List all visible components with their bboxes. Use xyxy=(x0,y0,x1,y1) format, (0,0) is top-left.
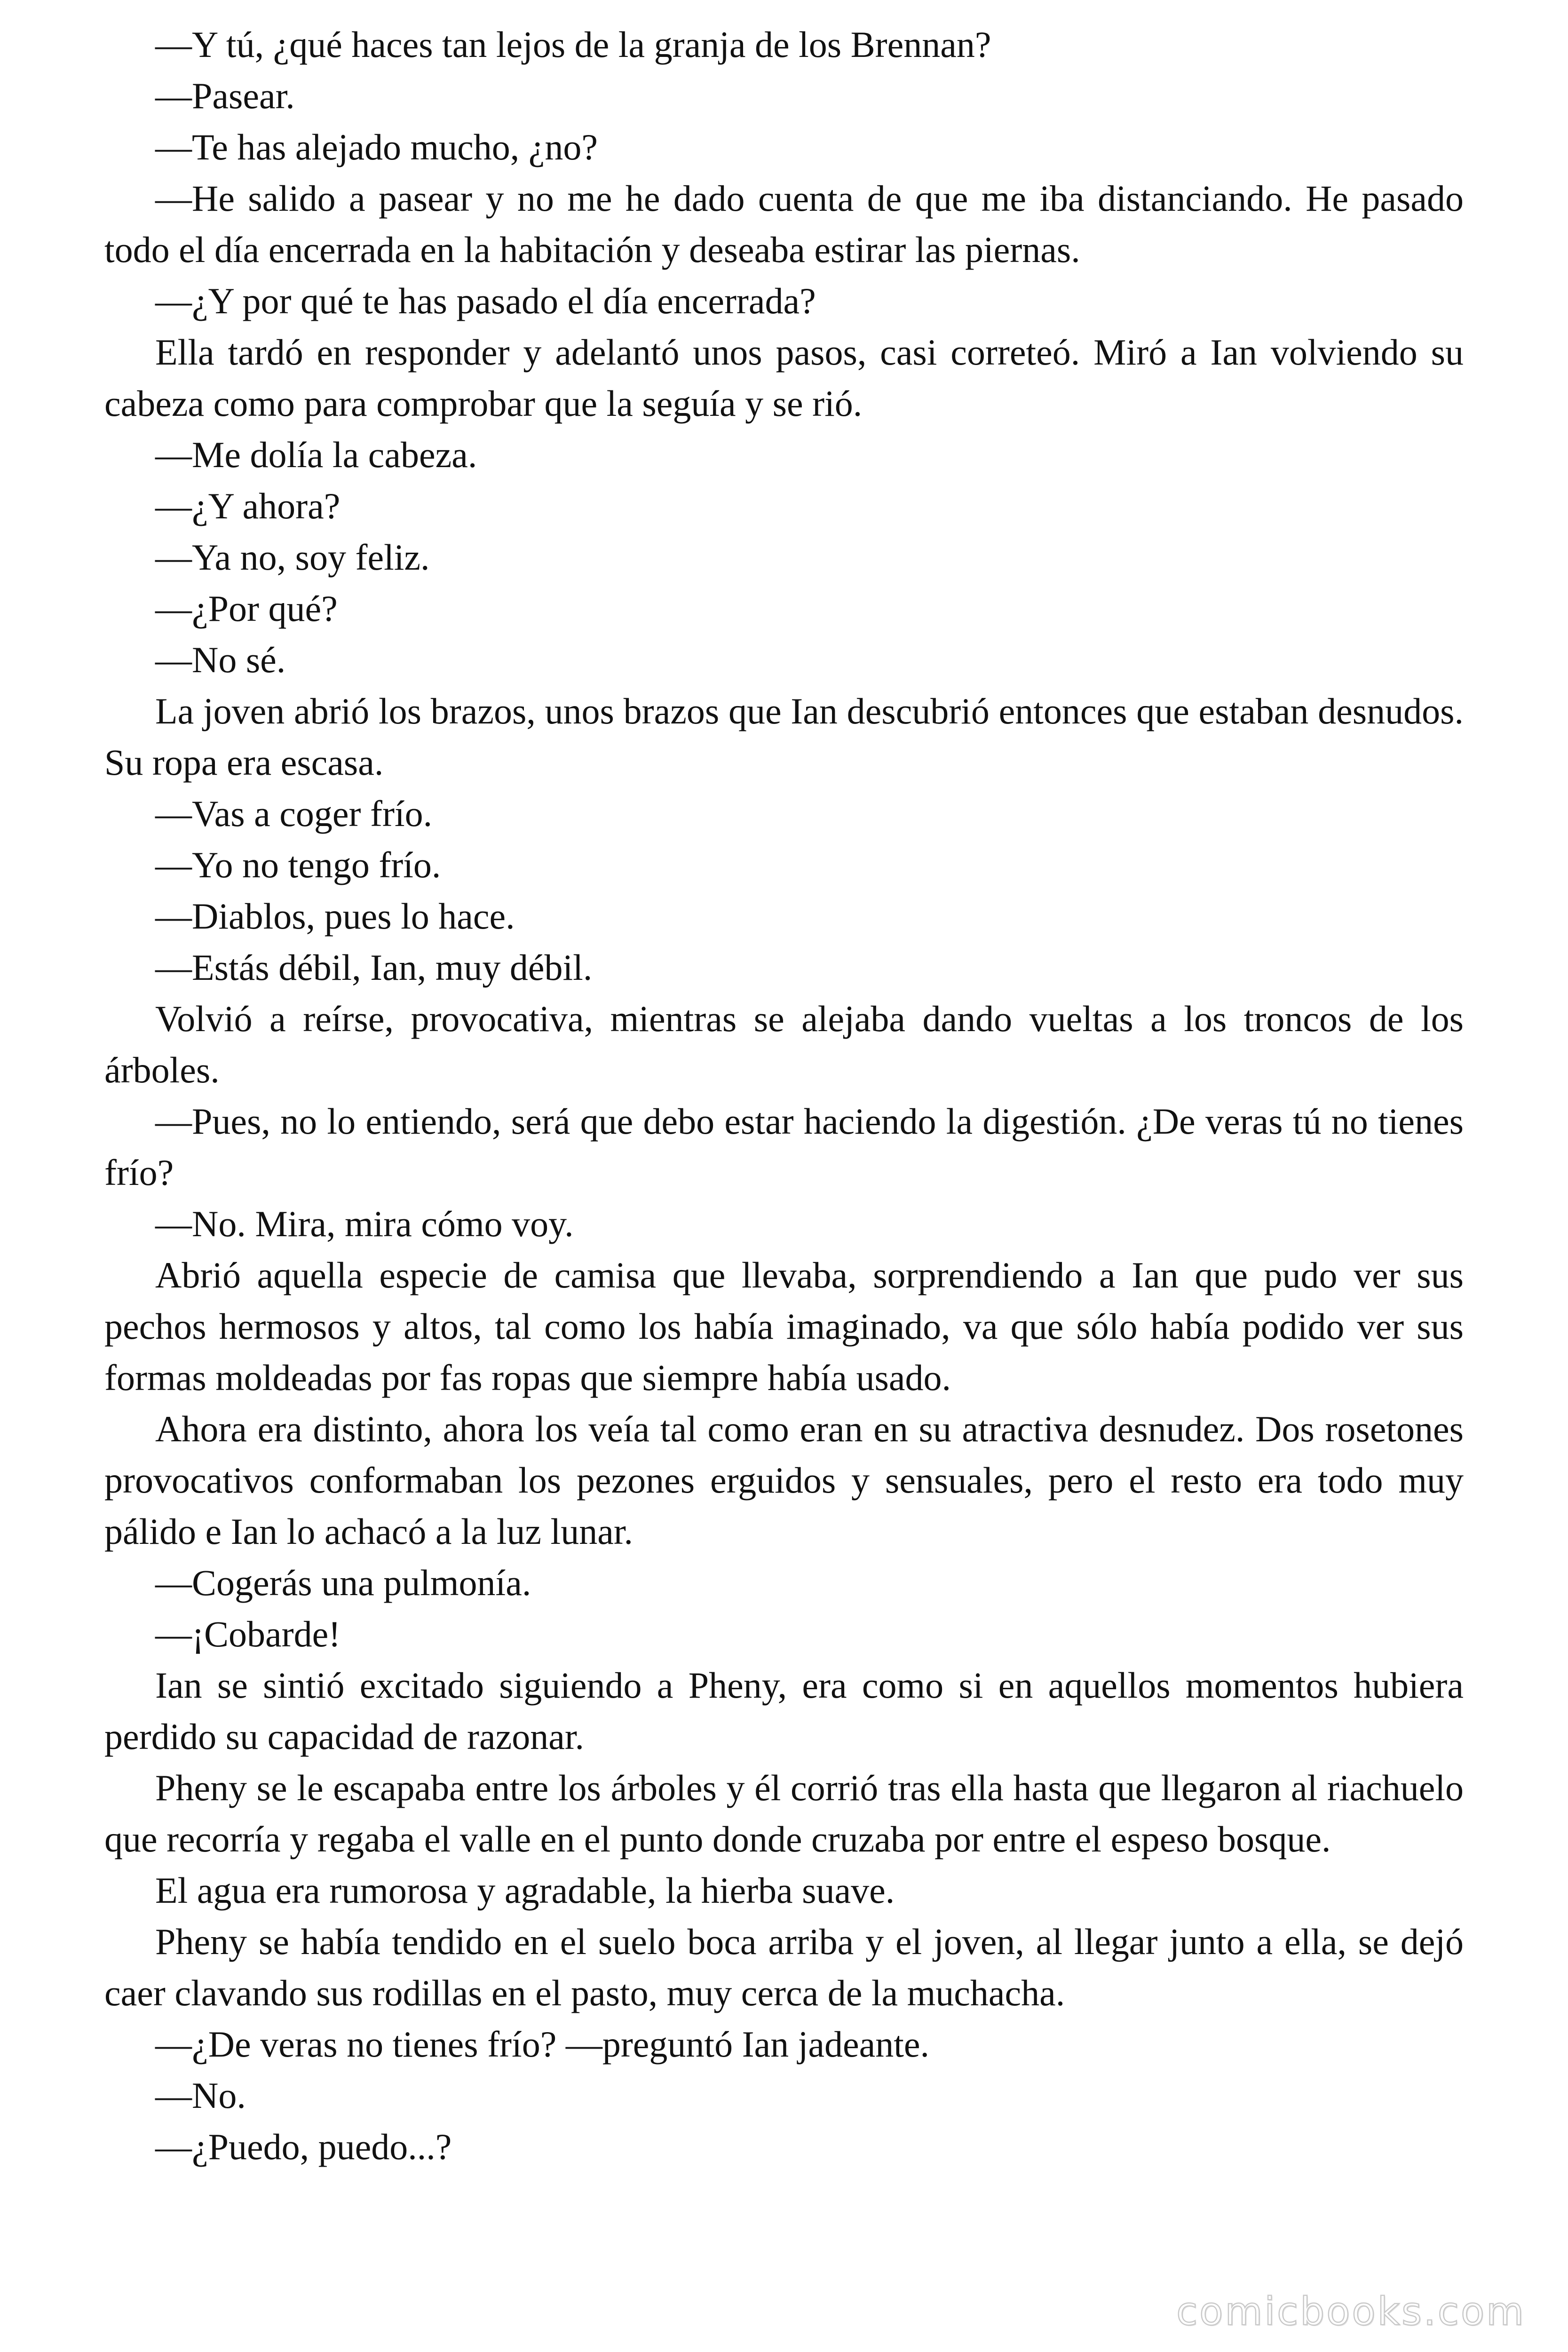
dialogue-line: —No. Mira, mira cómo voy. xyxy=(155,1203,574,1244)
dialogue-line: —¡Cobarde! xyxy=(155,1613,341,1654)
dialogue-line: —Ya no, soy feliz. xyxy=(155,537,430,578)
narrative-paragraph: Pheny se le escapaba entre los árboles y él corrió tras ella hasta que llegaron al riachuelo que recorría y regaba el valle en el punto donde cruzaba por entre el espeso bosque. xyxy=(104,1767,1464,1859)
narrative-paragraph: Ian se sintió excitado siguiendo a Pheny, era como si en aquellos momentos hubiera perdido su capacidad de razonar. xyxy=(104,1665,1464,1757)
narrative-paragraph: El agua era rumorosa y agradable, la hierba suave. xyxy=(155,1870,895,1911)
dialogue-line: —Estás débil, Ian, muy débil. xyxy=(155,947,593,988)
dialogue-line: —Y tú, ¿qué haces tan lejos de la granja de los Brennan? xyxy=(155,24,991,65)
dialogue-line: —Cogerás una pulmonía. xyxy=(155,1562,531,1603)
narrative-paragraph: Pheny se había tendido en el suelo boca arriba y el joven, al llegar junto a ella, se dejó caer clavando sus rodillas en el pasto, muy cerca de la muchacha. xyxy=(104,1921,1464,2013)
narrative-paragraph: Volvió a reírse, provocativa, mientras se alejaba dando vueltas a los troncos de los árboles. xyxy=(104,998,1464,1090)
dialogue-line: —¿Puedo, puedo...? xyxy=(155,2126,452,2167)
narrative-paragraph: Ahora era distinto, ahora los veía tal como eran en su atractiva desnudez. Dos rosetones provocativos conformaban los pezones erguidos y sensuales, pero el resto era todo muy pálido e Ian lo achacó a la luz lunar. xyxy=(104,1408,1464,1552)
dialogue-line: —¿Por qué? xyxy=(155,588,338,629)
narrative-paragraph: Abrió aquella especie de camisa que llevaba, sorprendiendo a Ian que pudo ver sus pechos hermosos y altos, tal como los había imaginado, va que sólo había podido ver sus formas moldeadas por fas ropas que siempre había usado. xyxy=(104,1255,1464,1398)
dialogue-line: —¿Y por qué te has pasado el día encerrada? xyxy=(155,280,816,321)
book-page-text xyxy=(104,19,1464,2172)
narrative-paragraph: Ella tardó en responder y adelantó unos pasos, casi correteó. Miró a Ian volviendo su cabeza como para comprobar que la seguía y se rió. xyxy=(104,332,1464,424)
dialogue-line: —No. xyxy=(155,2075,246,2116)
dialogue-line: —Te has alejado mucho, ¿no? xyxy=(155,127,598,167)
dialogue-line: —¿Y ahora? xyxy=(155,485,341,526)
dialogue-line: —He salido a pasear y no me he dado cuenta de que me iba distanciando. He pasado todo el día encerrada en la habitación y deseaba estirar las piernas. xyxy=(104,178,1464,270)
dialogue-line: —Diablos, pues lo hace. xyxy=(155,896,515,937)
dialogue-line: —No sé. xyxy=(155,639,286,680)
dialogue-line: —Yo no tengo frío. xyxy=(155,844,441,885)
dialogue-line: —¿De veras no tienes frío? —preguntó Ian jadeante. xyxy=(155,2024,929,2065)
dialogue-line: —Pasear. xyxy=(155,75,295,116)
dialogue-line: —Pues, no lo entiendo, será que debo estar haciendo la digestión. ¿De veras tú no tienes frío? xyxy=(104,1101,1464,1193)
site-watermark: comicbooks.com xyxy=(1176,2289,1526,2334)
narrative-paragraph: La joven abrió los brazos, unos brazos que Ian descubrió entonces que estaban desnudos. Su ropa era escasa. xyxy=(104,691,1464,783)
dialogue-line: —Vas a coger frío. xyxy=(155,793,433,834)
dialogue-line: —Me dolía la cabeza. xyxy=(155,434,477,475)
